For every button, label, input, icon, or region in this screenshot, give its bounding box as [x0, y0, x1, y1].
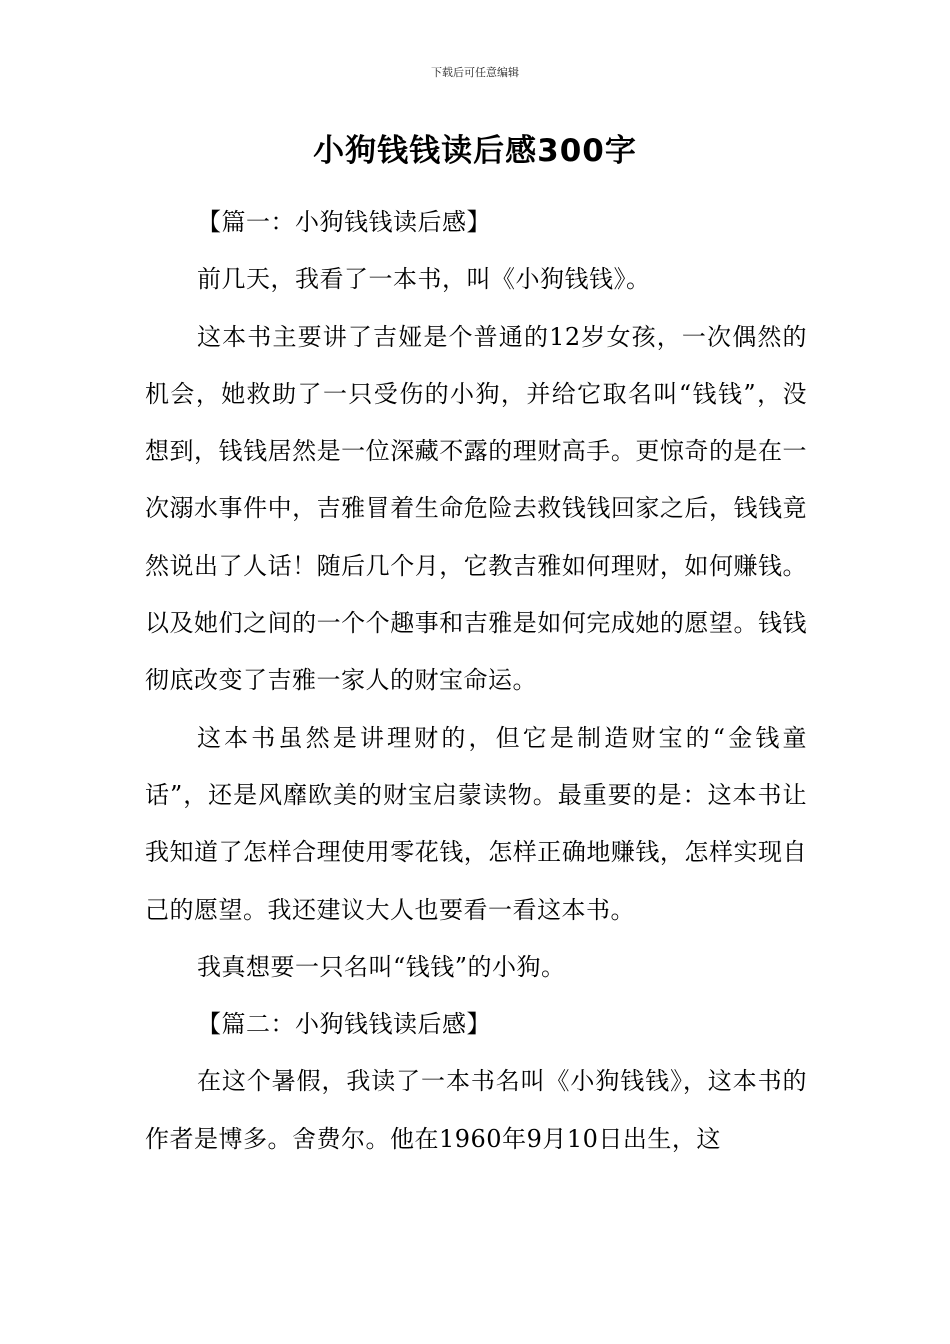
page-header-note: 下载后可任意编辑	[431, 66, 519, 79]
section-heading-1: 【篇一：小狗钱钱读后感】	[197, 208, 491, 236]
document-body	[145, 194, 807, 1168]
paragraph: 前几天，我看了一本书，叫《小狗钱钱》。	[197, 265, 651, 294]
section-heading-2: 【篇二：小狗钱钱读后感】	[197, 1010, 491, 1039]
paragraph: 这本书虽然是讲理财的，但它是制造财宝的“金钱童话”，还是风靡欧美的财宝启蒙读物。最重要的是：这本书让我知道了怎样合理使用零花钱，怎样正确地赚钱，怎样实现自己的愿望。我还建议大人也要看一看这本书。	[145, 723, 807, 924]
document-title: 小狗钱钱读后感300字	[313, 133, 637, 169]
paragraph: 在这个暑假，我读了一本书名叫《小狗钱钱》，这本书的作者是博多。舍费尔。他在1960年9月10日出生，这	[145, 1067, 807, 1153]
paragraph: 这本书主要讲了吉娅是个普通的12岁女孩，一次偶然的机会，她救助了一只受伤的小狗，并给它取名叫“钱钱”，没想到，钱钱居然是一位深藏不露的理财高手。更惊奇的是在一次溺水事件中，吉雅冒着生命危险去救钱钱回家之后，钱钱竟然说出了人话！随后几个月，它教吉雅如何理财，如何赚钱。以及她们之间的一个个趣事和吉雅是如何完成她的愿望。钱钱彻底改变了吉雅一家人的财宝命运。	[145, 322, 807, 695]
paragraph: 我真想要一只名叫“钱钱”的小狗。	[197, 952, 566, 981]
